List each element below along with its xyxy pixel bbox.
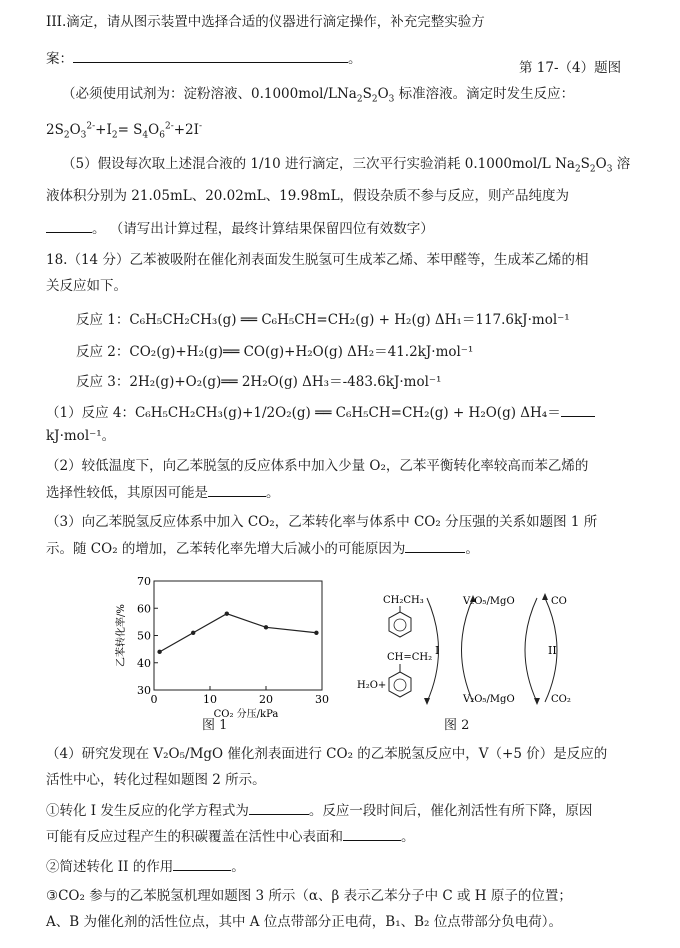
label-II: II xyxy=(548,644,557,657)
data-point xyxy=(225,612,229,616)
benzene-ring-bottom xyxy=(389,664,411,697)
q5-line-b: 液体积分别为 21.05mL、20.02mL、19.98mL，假设杂质不参与反应，则产品纯度为 xyxy=(46,188,570,204)
q18-sub2: ②简述转化 II 的作用 。 xyxy=(46,856,245,877)
label-I: I xyxy=(435,644,440,657)
water-label: H₂O+ xyxy=(357,680,387,691)
cycle-II-left-arc xyxy=(525,598,537,702)
cycle-I-right-arc xyxy=(462,598,474,702)
reaction-3: 反应 3：2H₂(g)+O₂(g)══ 2H₂O(g) ΔH₃＝-483.6kJ·mol⁻¹ xyxy=(76,374,442,390)
ethyl-group-label: CH₂CH₃ xyxy=(383,595,424,606)
x-tick-label: 0 xyxy=(150,693,158,706)
q18-sub1-a: ①转化 I 发生反应的化学方程式为 。反应一段时间后，催化剂活性有所下降，原因 xyxy=(46,800,592,821)
reaction-2: 反应 2：CO₂(g)+H₂(g)══ CO(g)+H₂O(g) ΔH₂＝41.2kJ·mol⁻¹ xyxy=(76,344,474,360)
p3-line-a: III.滴定，请从图示装置中选择合适的仪器进行滴定操作，补充完整实验方 xyxy=(46,14,485,30)
q18-sub3-b: A、B 为催化剂的活性位点，其中 A 位点带部分正电荷，B₁、B₂ 位点带部分负电荷）。 xyxy=(46,914,562,930)
q18-part1-a: （1）反应 4：C₆H₅CH₂CH₃(g)+1/2O₂(g) ══ C₆H₅CH=CH₂(g) + H₂O(g) ΔH₄＝ xyxy=(46,402,595,423)
q18-part3-a: （3）向乙苯脱氢反应体系中加入 CO₂，乙苯转化率与体系中 CO₂ 分压强的关系如题图 1 所 xyxy=(46,514,598,530)
q18-part2-a: （2）较低温度下，向乙苯脱氢的反应体系中加入少量 O₂，乙苯平衡转化率较高而苯乙烯的 xyxy=(46,458,589,474)
x-tick-label: 20 xyxy=(259,693,273,706)
q5-line-a: （5）假设每次取上述混合液的 1/10 进行滴定，三次平行实验消耗 0.1000mol/L $Na_2S_2O_3$ 溶 xyxy=(62,156,631,175)
plot-frame xyxy=(154,581,322,690)
y-tick-label: 30 xyxy=(137,684,151,697)
p3-line-c: （必须使用试剂为：淀粉溶液、$0.1000mol/LNa_2S_2O_3$ 标准溶液。滴定时发生反应： xyxy=(62,86,575,105)
q18-line-a: 18.（14 分）乙苯被吸附在催化剂表面发生脱氢可生成苯乙烯、苯甲醛等，生成苯乙烯的相 xyxy=(46,252,589,268)
q18-part2-b: 选择性较低，其原因可能是 。 xyxy=(46,482,280,503)
catalyst-top-label: V₂O₅/MgO xyxy=(463,596,515,607)
y-tick-label: 70 xyxy=(137,575,151,588)
y-tick-label: 60 xyxy=(137,602,151,616)
catalyst-bottom-label: V₂O₅/MgO xyxy=(463,694,515,705)
q18-part4-b: 活性中心，转化过程如题图 2 所示。 xyxy=(46,772,266,788)
arrow-down-icon xyxy=(424,698,430,705)
data-point xyxy=(264,625,268,629)
co-label: CO xyxy=(551,596,567,607)
data-point xyxy=(157,650,161,654)
q18-sub3-a: ③CO₂ 参与的乙苯脱氢机理如题图 3 所示（α、β 表示乙苯分子中 C 或 H 原子的位置； xyxy=(46,888,572,904)
q18-line-b: 关反应如下。 xyxy=(46,278,127,294)
x-axis-label: CO₂ 分压/kPa xyxy=(213,709,279,720)
y-tick-label: 40 xyxy=(137,656,151,670)
fig-ref: 第 17-（4）题图 xyxy=(519,60,622,76)
q5-line-c: 。 （请写出计算过程，最终计算结果保留四位有效数字） xyxy=(46,218,434,239)
q18-part1-b: kJ·mol⁻¹。 xyxy=(46,428,116,444)
data-point xyxy=(314,631,318,635)
q18-part3-b: 示。随 CO₂ 的增加，乙苯转化率先增大后减小的可能原因为 。 xyxy=(46,538,479,559)
x-tick-label: 30 xyxy=(315,693,329,706)
figure-1-caption: 图 1 xyxy=(202,718,228,733)
arrow-up-icon xyxy=(542,593,548,600)
data-point xyxy=(191,631,195,635)
q18-part4-a: （4）研究发现在 V₂O₅/MgO 催化剂表面进行 CO₂ 的乙苯脱氢反应中，V（+5 价）是反应的 xyxy=(46,746,608,762)
y-axis-label: 乙苯转化率/% xyxy=(116,604,127,667)
figure-2-caption: 图 2 xyxy=(444,718,470,733)
q18-sub1-b: 可能有反应过程产生的积碳覆盖在活性中心表面和 。 xyxy=(46,826,415,847)
x-tick-label: 10 xyxy=(203,693,217,706)
figure-1-chart xyxy=(112,575,342,735)
benzene-ring-top xyxy=(389,606,411,637)
series-line xyxy=(160,614,317,652)
p3-line-b: 案： 。 xyxy=(46,48,362,69)
y-tick-label: 50 xyxy=(137,629,151,643)
arrow-down-icon xyxy=(534,698,540,705)
p3-equation: $2S_2O_3^{2-}+I_2= S_4O_6^{2-}+2I^-$ xyxy=(46,121,203,141)
vinyl-group-label: CH=CH₂ xyxy=(387,652,433,663)
figure-2-diagram xyxy=(355,590,595,720)
co2-label: CO₂ xyxy=(551,694,571,705)
reaction-1: 反应 1：C₆H₅CH₂CH₃(g) ══ C₆H₅CH=CH₂(g) + H₂(g) ΔH₁＝117.6kJ·mol⁻¹ xyxy=(76,312,570,328)
